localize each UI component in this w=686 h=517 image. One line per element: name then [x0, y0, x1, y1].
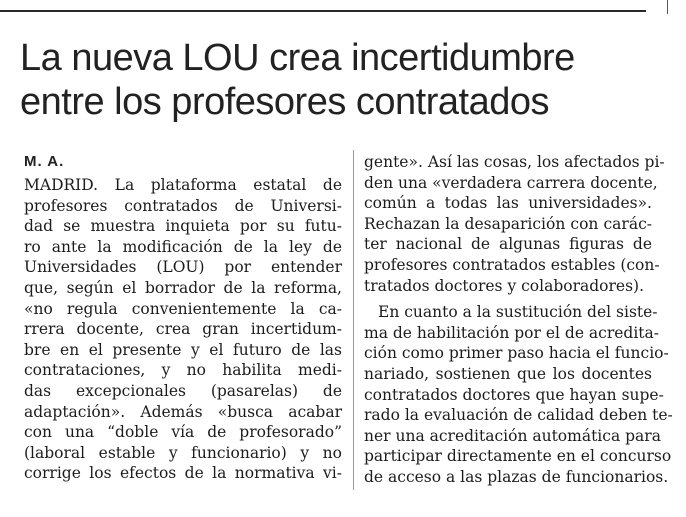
text-line: ción como primer paso hacia el funcio- [364, 344, 669, 363]
text-line: profesores contratados estables (con- [364, 255, 660, 274]
text-line: participar directamente en el concurso [364, 447, 672, 466]
text-line: ter nacional de algunas figuras de [364, 235, 652, 254]
column-divider [353, 150, 354, 490]
text-line: ner una acreditación automática para [364, 426, 661, 445]
text-line: bre en el presente y el futuro de las [24, 340, 342, 359]
text-line: profesores contratados de Universi- [24, 196, 342, 215]
corner-crop-mark [667, 0, 668, 14]
text-line: das excepcionales (pasarelas) de [24, 381, 342, 400]
text-line: rrera docente, crea gran incertidum- [24, 320, 342, 339]
byline: M. A. [24, 153, 65, 170]
text-line: Rechazan la desaparición con carác- [364, 214, 652, 233]
text-line: adaptación». Además «busca acabar [24, 402, 342, 421]
headline-line-2: entre los profesores contratados [20, 81, 549, 123]
text-line: corrige los efectos de la normativa vi- [24, 464, 342, 483]
text-line: den una «verdadera carrera docente, [364, 173, 658, 192]
text-line: ro ante la modificación de la ley de [24, 237, 342, 256]
text-line: de acceso a las plazas de funcionarios. [364, 467, 669, 486]
text-line: común a todas las universidades». [364, 194, 652, 213]
text-line: (laboral estable y funcionario) y no [24, 443, 342, 462]
top-rule [0, 10, 646, 12]
article-headline [20, 36, 670, 124]
text-line: En cuanto a la sustitución del siste- [378, 303, 658, 322]
text-line: «no regula convenientemente la ca- [24, 299, 342, 318]
text-line: dad se muestra inquieta por su futu- [24, 217, 342, 236]
text-line: Universidades (LOU) por entender [24, 258, 342, 277]
paragraph-2 [364, 302, 673, 487]
paragraph-1 [364, 152, 665, 296]
text-line: rado la evaluación de calidad deben te- [364, 406, 673, 425]
right-column [364, 152, 673, 488]
left-column [24, 175, 342, 484]
headline-line-1: La nueva LOU crea incertidumbre [20, 37, 575, 79]
text-line: contratados doctores que hayan supe- [364, 385, 664, 404]
text-line: tratados doctores y colaboradores). [364, 276, 645, 295]
text-line: gente». Así las cosas, los afectados pi- [364, 153, 665, 171]
text-line: contrataciones, y no habilita medi- [24, 361, 342, 380]
text-line: ma de habilitación por el de acredita- [364, 323, 660, 342]
text-line: nariado, sostienen que los docentes [364, 364, 652, 383]
text-line: con una “doble vía de profesorado” [24, 423, 342, 442]
text-line: MADRID. La plataforma estatal de [24, 176, 342, 194]
text-line: que, según el borrador de la reforma, [24, 278, 342, 297]
